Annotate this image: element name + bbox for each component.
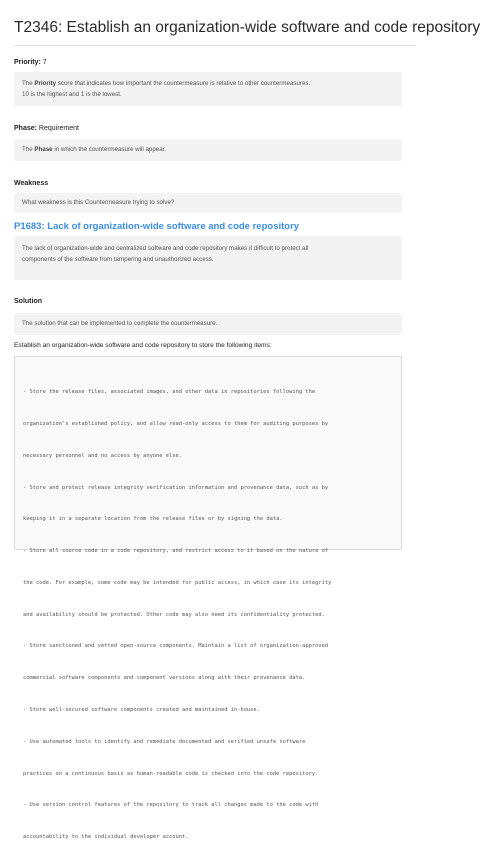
solution-line: - Use automated tools to identify and remediate documented and verified unsafe software: [23, 738, 306, 745]
solution-line: - Store and protect release integrity verification information and provenance data, such as by: [23, 484, 329, 491]
phase-term: Phase: [34, 146, 53, 153]
solution-line: commercial software components and component versions along with their provenance data.: [23, 675, 306, 682]
solution-line: organization's established policy, and allow read-only access to them for auditing purposes by: [23, 420, 329, 427]
phase-description: The Phase in which the countermeasure will appear.: [14, 139, 402, 161]
solution-line: and availability should be protected. Other code may also need its confidentiality protected.: [23, 611, 325, 618]
solution-line: - Store well-secured software components created and maintained in-house.: [23, 707, 260, 713]
solution-line: necessary personnel and no access by anyone else.: [23, 452, 183, 459]
solution-intro: Establish an organization-wide software and code repository to store the following items:: [14, 342, 272, 349]
priority-value: 7: [42, 59, 47, 66]
weakness-question: What weakness is this Countermeasure trying to solve?: [14, 193, 402, 213]
solution-line: the code. For example, some code may be intended for public access, in which case its integrity: [23, 579, 332, 586]
solution-label: Solution: [14, 298, 42, 305]
phase-label: Phase:: [14, 125, 37, 132]
solution-description: The solution that can be implemented to complete the countermeasure.: [14, 313, 402, 335]
solution-line: keeping it in a separate location from the release files or by signing the data.: [23, 516, 283, 523]
solution-line: - Store sanctioned and vetted open-source components. Maintain a list of organization-approved: [23, 643, 329, 650]
solution-line: - Store all source code in a code repository, and restrict access to it based on the nature of: [23, 548, 329, 555]
priority-description: The Priority score that indicates how important the countermeasure is relative to other countermeasures. 10 is the highest and 1 is the lowest.: [14, 72, 402, 106]
solution-line: accountability to the individual developer account.: [23, 834, 189, 841]
solution-line: - Store the release files, associated images, and other data in repositories following the: [23, 389, 316, 396]
phase-value: Requirement: [38, 125, 79, 132]
weakness-label: Weakness: [14, 180, 49, 187]
weakness-description: The lack of organization-wide and centralized software and code repository makes it difficult to protect all components of the software from tampering and unauthorized access.: [14, 236, 402, 280]
priority-label: Priority:: [14, 59, 41, 66]
priority-term: Priority: [34, 80, 57, 87]
solution-items: [14, 356, 402, 841]
title-divider: [14, 45, 416, 46]
solution-line: practices on a continuous basis as human-readable code is checked into the code repository.: [23, 770, 319, 777]
priority-field: [14, 58, 47, 68]
weakness-link[interactable]: P1683: Lack of organization-wide software and code repository: [14, 221, 300, 232]
phase-field: [14, 124, 79, 134]
solution-line: - Use version control features of the repository to track all changes made to the code with: [23, 802, 319, 809]
page-title: T2346: Establish an organization-wide software and code repository: [14, 19, 480, 36]
